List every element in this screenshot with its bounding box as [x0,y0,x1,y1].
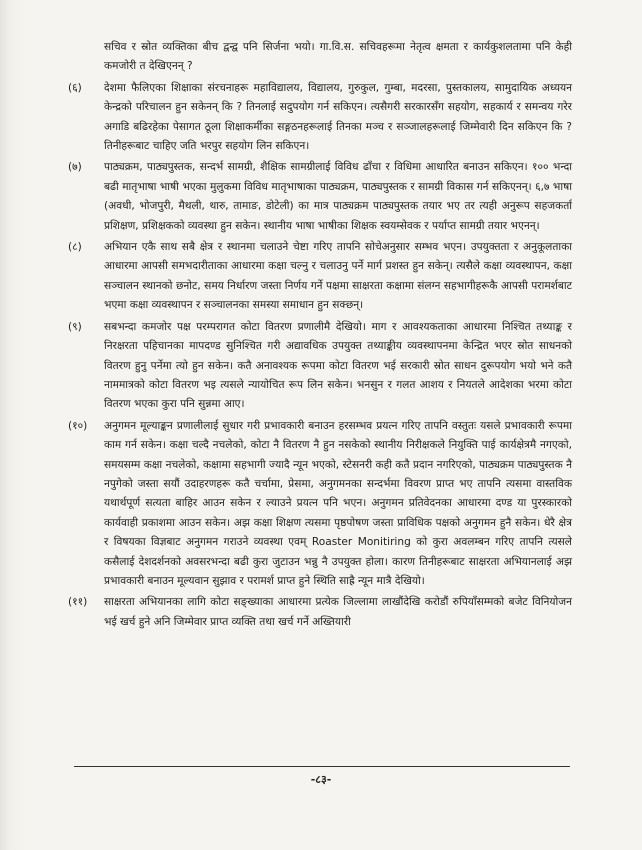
item-number: (८) [68,241,82,254]
lead-paragraph: सचिव र स्रोत व्यक्तिका बीच द्वन्द्व पनि सिर्जना भयो। गा.वि.स. सचिवहरूमा नेतृत्व क्षमता र कार्यकुशलतामा पनि केही कमजोरी त देखिएनन् ? [104,41,572,73]
item-text: पाठ्यक्रम, पाठ्यपुस्तक, सन्दर्भ सामग्री, शैक्षिक सामग्रीलाई विविध ढाँचा र विधिमा आधारित बनाउन सकिएन। १०० भन्दा बढी मातृभाषा भाषी भएका मुलुकमा विविध मातृभाषाका पाठ्यक्रम, पाठ्यपुस्तक र सामग्री विकास गर्न सकिएनन्। ६,७ भाषा (अवधी, भोजपुरी, मैथली, थारु, तामाङ, डोटेली) का मात्र पाठ्यक्रम पाठ्यपुस्तक तयार भए तर त्यही अनुरूप सहजकर्ता प्रशिक्षण, प्रशिक्षकको व्यवस्था हुन सकेन। स्थानीय भाषा भाषीका शिक्षक स्वयम्सेवक र पर्याप्त सामग्री तयार भएनन्। [104,161,572,232]
list-item [68,238,572,316]
list-item [68,417,572,592]
item-number: (११) [68,596,88,609]
item-text: अभियान एकै साथ सबै क्षेत्र र स्थानमा चलाउने चेष्टा गरिए तापनि सोचेअनुसार सम्भव भएन। उपयुक्तता र अनुकूलताका आधारमा आपसी समभदारीताका आधारमा कक्षा चल्नु र चलाउनु पर्ने मार्ग प्रशस्त हुन सकेन्। त्यसैले कक्षा व्यवस्थापन, कक्षा सञ्चालन स्थानको छनोट, समय निर्धारण जस्ता निर्णय गर्ने पक्षमा साक्षरता कक्षामा संलग्न सहभागीहरूकै आपसी परामर्शबाट भएमा कक्षा व्यवस्थापन र सञ्चालनका समस्या समाधान हुन सक्छन्। [104,241,572,312]
item-text: अनुगमन मूल्याङ्कन प्रणालीलाई सुधार गरी प्रभावकारी बनाउन हरसम्भव प्रयत्न गरिए तापनि वस्तुतः यसले प्रभावकारी रूपमा काम गर्न सकेन। कक्षा चल्दै नचलेको, कोटा नै वितरण नै हुन नसकेको स्थानीय निरीक्षकले नियुक्ति पाई कार्यक्षेत्रमै नगएको, समयसम्म कक्षा नचलेको, कक्षामा सहभागी ज्यादै न्यून भएको, स्टेसनरी कही कतै प्रदान नगरिएको, पाठ्यक्रम पाठ्यपुस्तक नै नपुगेको जस्ता सयौं उदाहरणहरू कतै चर्चामा, प्रेसमा, अनुगमनका सन्दर्भमा विवरण प्राप्त भए तापनि त्यसमा वास्तविक यथार्थपूर्ण सत्यता बाहिर आउन सकेन र ल्याउने प्रयत्न पनि भएन। अनुगमन प्रतिवेदनका आधारमा दण्ड या पुरस्कारको कार्यवाही प्रकाशमा आउन सकेन। अझ कक्षा शिक्षण त्यसमा पृष्ठपोषण जस्ता प्राविधिक पक्षको अनुगमन हुनै सकेन। धेरै क्षेत्र र विषयका विज्ञबाट अनुगमन गराउने व्यवस्था एवम् Roaster Monitiring को कुरा अवलम्बन गरिए तापनि त्यसले कसैलाई देशदर्शनको अवसरभन्दा बढी कुरा जुटाउन भन्नु नै उपयुक्त होला। कारण तिनीहरूबाट साक्षरता अभियानलाई अझ प्रभावकारी बनाउन मूल्यवान सुझाव र परामर्श प्राप्त हुने स्थिति साह्रै न्यून मात्रै देखियो। [104,419,572,587]
item-text: साक्षरता अभियानका लागि कोटा सङ्ख्याका आधारमा प्रत्येक जिल्लामा लाखौंदेखि करोडौं रुपियाँसम्मको बजेट विनियोजन भई खर्च हुने अनि जिम्मेवार प्राप्त व्यक्ति तथा खर्च गर्ने अख्तियारी [104,596,572,628]
list-item [68,158,572,236]
item-text: देशमा फैलिएका शिक्षाका संरचनाहरू महाविद्यालय, विद्यालय, गुरुकुल, गुम्बा, मदरसा, पुस्तकालय, सामुदायिक अध्ययन केन्द्रको परिचालन हुन सकेनन् कि ? तिनलाई सदुपयोग गर्न सकिएन। त्यसैगरी सरकारसँग सहयोग, सहकार्य र समन्वय गरेर अगाडि बढिरहेका पेसागत ठूला शिक्षाकर्मीका सङ्गठनहरूलाई तिनका मञ्च र सञ्जालहरूलाई जिम्मेवारी दिन सकिएन कि ? तिनीहरूबाट चाहिए जति भरपुर सहयोग लिन सकिएन। [104,81,572,153]
item-text: सबभन्दा कमजोर पक्ष परम्परागत कोटा वितरण प्रणालीमै देखियो। माग र आवश्यकताका आधारमा निश्चित तथ्याङ्क र निरक्षरता पहिचानका मापदण्ड सुनिश्चित गरी अद्यावधिक उपयुक्त तथ्याङ्कीय व्यवस्थापनमा केन्द्रित भएर स्रोत साधनको वितरण हुनु पर्नेमा त्यो हुन सकेन। कतै अनावश्यक रूपमा कोटा वितरण भई सरकारी स्रोत साधन दुरूपयोग भयो भने कतै नाममात्रको कोटा वितरण भइ त्यसले न्यायोचित रूप लिन सकेन। भनसुन र गलत आशय र नियतले आदेशका भरमा कोटा वितरण भएका कुरा पनि सुन्नमा आए। [104,320,572,411]
item-number: (७) [68,161,82,174]
footer-rule [74,766,570,767]
list-item [68,79,572,157]
item-number: (९) [68,320,82,333]
page-content [68,38,572,634]
item-number: (१०) [68,419,88,432]
item-number: (६) [68,81,82,94]
page-number: -८३- [310,773,332,786]
list-item [68,593,572,632]
list-item [68,318,572,415]
